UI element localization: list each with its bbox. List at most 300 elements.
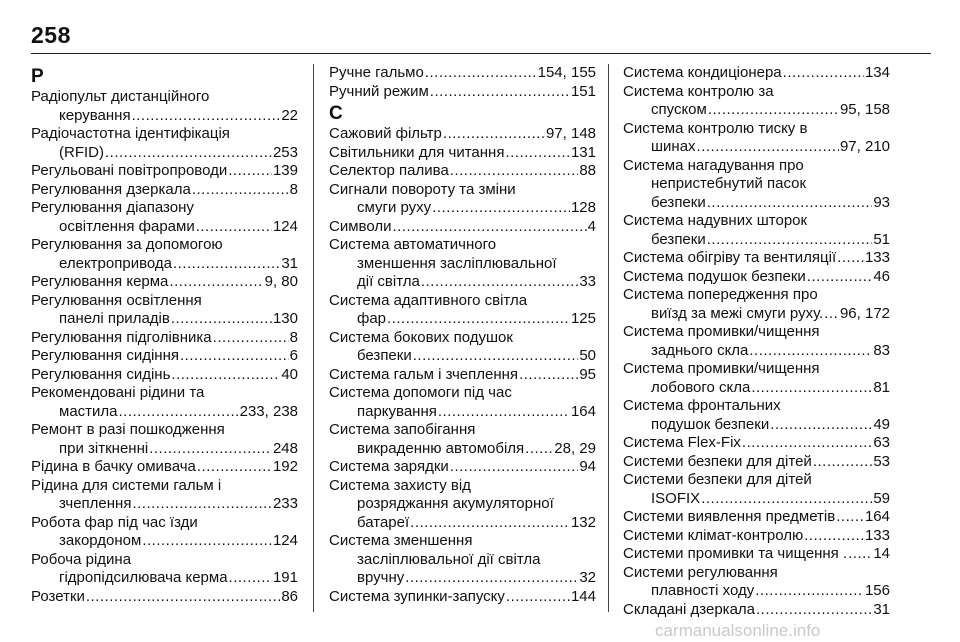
leader-dots <box>421 273 578 292</box>
entry-term: Радіопульт дистанційного <box>31 88 210 105</box>
entry-term: спуском <box>651 101 707 118</box>
index-entry <box>623 212 890 249</box>
index-entry-line <box>623 564 890 583</box>
page-number: 258 <box>31 22 71 48</box>
page-reference: 124 <box>272 532 298 549</box>
leader-dots <box>410 514 570 533</box>
entry-term: Світильники для читання <box>329 143 505 161</box>
entry-term: ISOFIX <box>651 489 701 507</box>
leader-dots <box>438 403 570 422</box>
index-entry <box>623 453 890 472</box>
index-entry-line <box>623 212 890 231</box>
leader-dots <box>86 588 280 607</box>
entry-term: мастила <box>59 402 118 420</box>
index-entry-line <box>329 421 596 440</box>
page-reference: 93 <box>873 193 890 211</box>
page-reference: 133 <box>864 249 890 266</box>
index-entry-line <box>31 569 298 588</box>
leader-dots <box>848 545 872 564</box>
entry-term: непристебнутий пасок <box>651 175 807 192</box>
index-entry <box>329 588 596 607</box>
entry-term: Система Flex-Fix <box>623 434 741 451</box>
index-entry <box>31 347 298 366</box>
page-reference: 156 <box>864 582 890 599</box>
index-entry <box>329 458 596 477</box>
index-entry <box>623 157 890 213</box>
entry-term: Регулювання освітлення <box>31 291 202 309</box>
leader-dots <box>450 162 579 181</box>
page-reference: 63 <box>873 434 890 451</box>
index-entry <box>623 64 890 83</box>
index-entry-line <box>31 125 298 144</box>
index-entry-line <box>329 551 596 570</box>
index-entry <box>31 366 298 385</box>
leader-dots <box>213 329 289 348</box>
index-entry-line <box>31 347 298 366</box>
entry-term: гідропідсилювача керма <box>59 569 228 586</box>
index-entry-line <box>31 218 298 237</box>
index-entry-line <box>329 162 596 181</box>
index-entry <box>329 421 596 458</box>
index-entry-line <box>329 440 596 459</box>
index-entry <box>623 83 890 120</box>
index-entry-line <box>31 236 298 255</box>
index-entry-line <box>329 384 596 403</box>
index-entry-line <box>329 236 596 255</box>
entry-term: безпеки <box>357 347 412 364</box>
leader-dots <box>105 144 272 163</box>
index-entry-line <box>623 582 890 601</box>
entry-term: Система допомоги під час <box>329 384 512 401</box>
leader-dots <box>430 83 570 102</box>
index-entry-line <box>31 162 298 181</box>
entry-term: Ремонт в разі пошкодження <box>31 421 225 438</box>
page-reference: 144 <box>570 587 596 605</box>
index-entry <box>31 88 298 125</box>
entry-term: заднього скла <box>651 341 749 359</box>
index-entry-line <box>31 310 298 329</box>
index-entry <box>31 125 298 162</box>
page-reference: 154, 155 <box>537 64 596 81</box>
index-entry <box>329 477 596 533</box>
column-divider-2 <box>608 64 609 612</box>
leader-dots <box>751 379 872 398</box>
index-entry-line <box>329 588 596 607</box>
entry-term: безпеки <box>651 230 706 248</box>
entry-term: освітлення фарами <box>59 217 195 235</box>
index-entry-line <box>623 286 890 305</box>
entry-term: Регулювання сидінь <box>31 365 171 383</box>
page-reference: 133 <box>864 526 890 544</box>
leader-dots <box>824 305 839 324</box>
entry-term: Розетки <box>31 587 85 605</box>
entry-term: Система надувних шторок <box>623 212 808 229</box>
index-entry-line <box>623 545 890 564</box>
index-entry <box>31 236 298 273</box>
watermark: carmanualsonline.info <box>655 621 821 640</box>
leader-dots <box>173 255 280 274</box>
index-entry-line <box>31 273 298 292</box>
index-entry-line <box>31 495 298 514</box>
index-entry-line <box>31 477 298 496</box>
page-reference: 33 <box>579 273 596 290</box>
index-entry <box>623 268 890 287</box>
index-entry <box>31 181 298 200</box>
index-entry-line <box>623 249 890 268</box>
entry-term: Радіочастотна ідентифікація <box>31 125 230 142</box>
entry-term: панелі приладів <box>59 310 170 327</box>
leader-dots <box>707 194 873 213</box>
leader-dots <box>813 453 873 472</box>
index-entry <box>329 366 596 385</box>
page-reference: 130 <box>272 310 298 327</box>
header-rule <box>31 53 931 54</box>
index-entry <box>329 162 596 181</box>
entry-term: зчеплення <box>59 495 132 512</box>
page-reference: 14 <box>873 545 890 562</box>
leader-dots <box>228 162 272 181</box>
index-entry <box>329 64 596 83</box>
index-entry <box>623 527 890 546</box>
index-entry <box>31 162 298 181</box>
index-entry <box>623 471 890 508</box>
index-entry <box>31 273 298 292</box>
entry-term: (RFID) <box>59 143 104 161</box>
index-entry-line <box>31 181 298 200</box>
page-reference: 192 <box>272 458 298 475</box>
index-entry-line <box>329 569 596 588</box>
index-entry-line <box>623 268 890 287</box>
entry-term: Регулювання підголівника <box>31 328 212 346</box>
entry-term: Робота фар під час їзди <box>31 513 198 531</box>
index-entry-line <box>623 490 890 509</box>
index-entry <box>31 384 298 421</box>
page-reference: 83 <box>873 341 890 359</box>
index-entry-line <box>623 101 890 120</box>
index-entry-line <box>329 292 596 311</box>
leader-dots <box>505 144 570 163</box>
entry-term: батареї <box>357 513 410 531</box>
index-entry-line <box>31 329 298 348</box>
page-reference: 233 <box>272 495 298 512</box>
entry-term: Система зупинки-запуску <box>329 587 505 605</box>
entry-term: Система автоматичного <box>329 236 497 253</box>
index-entry-line <box>623 157 890 176</box>
page-reference: 164 <box>864 508 890 525</box>
index-entry-line <box>329 255 596 274</box>
entry-term: Система зменшення <box>329 532 473 549</box>
page-reference: 233, 238 <box>239 402 298 420</box>
entry-term: Система нагадування про <box>623 156 804 174</box>
entry-term: Сажовий фільтр <box>329 125 442 142</box>
index-entry <box>329 532 596 588</box>
index-entry-line <box>31 514 298 533</box>
index-entry-line <box>623 64 890 83</box>
index-entry-line <box>329 514 596 533</box>
index-entry <box>329 83 596 102</box>
leader-dots <box>132 107 281 126</box>
index-entry-line <box>329 458 596 477</box>
leader-dots <box>425 64 537 83</box>
entry-term: Система фронтальних <box>623 397 781 414</box>
index-entry-line <box>31 458 298 477</box>
entry-term: Системи клімат-контролю <box>623 526 804 544</box>
leader-dots <box>443 125 545 144</box>
entry-term: керування <box>59 106 131 124</box>
entry-term: Робоча рідина <box>31 550 132 568</box>
entry-term: Системи безпеки для дітей <box>623 452 812 470</box>
leader-dots <box>171 310 272 329</box>
leader-dots <box>132 495 272 514</box>
section-letter: С <box>329 103 343 124</box>
entry-term: Ручне гальмо <box>329 64 424 81</box>
index-entry <box>31 292 298 329</box>
index-column-3 <box>623 64 890 619</box>
entry-term: Система кондиціонера <box>623 64 782 81</box>
entry-term: Системи виявлення предметів <box>623 508 836 525</box>
index-entry-line <box>31 88 298 107</box>
leader-dots <box>525 440 553 459</box>
index-entry-line <box>623 453 890 472</box>
entry-term: подушок безпеки <box>651 415 770 433</box>
leader-dots <box>229 569 272 588</box>
index-entry <box>623 286 890 323</box>
index-entry <box>623 601 890 620</box>
index-entry-line <box>329 366 596 385</box>
entry-term: Регулювання сидіння <box>31 347 179 364</box>
page-reference: 9, 80 <box>264 273 298 290</box>
leader-dots <box>697 138 839 157</box>
index-entry <box>31 329 298 348</box>
entry-term: при зіткненні <box>59 439 149 457</box>
leader-dots <box>149 440 272 459</box>
entry-term: електропривода <box>59 254 172 272</box>
index-entry-line <box>623 379 890 398</box>
entry-term: Система гальм і зчеплення <box>329 365 519 383</box>
page-reference: 95, 158 <box>839 101 890 118</box>
entry-term: Рекомендовані рідини та <box>31 384 205 401</box>
page-reference: 132 <box>570 513 596 531</box>
index-entry-line <box>31 403 298 422</box>
leader-dots <box>755 582 864 601</box>
index-entry-line <box>623 120 890 139</box>
entry-term: виїзд за межі смуги руху. <box>651 304 824 322</box>
leader-dots <box>519 366 578 385</box>
index-entry <box>623 508 890 527</box>
entry-term: Система контролю за <box>623 82 774 100</box>
page-reference: 31 <box>873 600 890 618</box>
page-reference: 88 <box>579 162 596 179</box>
index-entry-line <box>31 588 298 607</box>
index-entry-line <box>623 360 890 379</box>
index-entry-line <box>623 527 890 546</box>
page-reference: 128 <box>570 199 596 216</box>
entry-term: вручну <box>357 569 405 586</box>
index-entry-line <box>623 342 890 361</box>
entry-term: плавності ходу <box>651 582 755 599</box>
index-entry-line <box>623 471 890 490</box>
index-entry <box>623 434 890 453</box>
entry-term: Системи регулювання <box>623 563 778 581</box>
page-reference: 96, 172 <box>839 304 890 322</box>
leader-dots <box>142 532 272 551</box>
index-entry <box>329 144 596 163</box>
entry-term: Регулювання за допомогою <box>31 236 223 253</box>
entry-term: Система зарядки <box>329 458 449 475</box>
column-divider-1 <box>313 64 314 612</box>
index-entry-line <box>31 440 298 459</box>
leader-dots <box>701 490 872 509</box>
index-entry-line <box>329 347 596 366</box>
index-entry-line <box>623 416 890 435</box>
index-entry <box>329 329 596 366</box>
leader-dots <box>432 199 570 218</box>
page-reference: 46 <box>873 267 890 285</box>
index-entry-line <box>329 125 596 144</box>
page-reference: 81 <box>873 378 890 396</box>
index-entry-line <box>31 551 298 570</box>
entry-term: лобового скла <box>651 378 751 396</box>
entry-term: Система промивки/чищення <box>623 323 820 340</box>
entry-term: викраденню автомобіля <box>357 439 525 457</box>
entry-term: Рідина в бачку омивача <box>31 458 196 475</box>
index-entry-line <box>329 199 596 218</box>
index-entry-line <box>623 231 890 250</box>
index-entry-line <box>623 601 890 620</box>
index-entry-line <box>329 273 596 292</box>
leader-dots <box>450 458 579 477</box>
leader-dots <box>180 347 289 366</box>
page-reference: 49 <box>873 415 890 433</box>
index-entry <box>31 477 298 514</box>
entry-term: зменшення засліплювальної <box>357 254 557 272</box>
index-entry-line <box>329 477 596 496</box>
entry-term: Система промивки/чищення <box>623 360 820 377</box>
leader-dots <box>196 218 272 237</box>
index-entry-line <box>329 218 596 237</box>
entry-term: закордоном <box>59 532 142 549</box>
index-entry <box>623 360 890 397</box>
entry-term: Селектор палива <box>329 162 449 179</box>
entry-term: Регулювання керма <box>31 273 169 290</box>
index-entry-line <box>623 138 890 157</box>
leader-dots <box>392 218 586 237</box>
leader-dots <box>749 342 872 361</box>
index-entry-line <box>623 434 890 453</box>
entry-term: Система попередження про <box>623 286 818 303</box>
index-entry <box>329 384 596 421</box>
entry-term: Символи <box>329 217 392 235</box>
entry-term: Система бокових подушок <box>329 328 513 346</box>
page-reference: 124 <box>272 217 298 235</box>
entry-term: шинах <box>651 138 696 155</box>
leader-dots <box>192 181 289 200</box>
page-reference: 94 <box>579 458 596 475</box>
page-reference: 8 <box>289 328 298 346</box>
index-entry-line <box>623 83 890 102</box>
index-entry <box>623 120 890 157</box>
index-entry-line <box>329 403 596 422</box>
entry-term: Системи промивки та чищення . <box>623 545 848 562</box>
entry-term: Система подушок безпеки <box>623 267 806 285</box>
index-column-1 <box>31 64 298 606</box>
index-entry-line <box>329 144 596 163</box>
entry-term: смуги руху <box>357 199 432 216</box>
page-reference: 4 <box>587 217 596 235</box>
entry-term: Ручний режим <box>329 82 429 100</box>
index-entry <box>31 458 298 477</box>
page-reference: 151 <box>570 82 596 100</box>
leader-dots <box>770 416 872 435</box>
page-reference: 131 <box>570 143 596 161</box>
page-reference: 248 <box>272 439 298 457</box>
page-reference: 40 <box>281 365 298 383</box>
entry-term: Система обігріву та вентиляції <box>623 249 837 266</box>
index-entry <box>329 218 596 237</box>
entry-term: дії світла <box>357 273 420 290</box>
entry-term: Система контролю тиску в <box>623 119 808 137</box>
page-reference: 86 <box>281 587 298 605</box>
entry-term: Системи безпеки для дітей <box>623 471 812 488</box>
page-reference: 50 <box>579 347 596 364</box>
index-entry-line <box>31 384 298 403</box>
entry-term: Система захисту від <box>329 476 471 494</box>
page-reference: 139 <box>272 162 298 179</box>
page-reference: 253 <box>272 143 298 161</box>
entry-term: Сигнали повороту та зміни <box>329 180 516 198</box>
entry-term: Складані дзеркала <box>623 600 756 618</box>
section-letter: Р <box>31 66 44 87</box>
page-reference: 191 <box>272 569 298 586</box>
index-entry <box>329 292 596 329</box>
page-reference: 32 <box>579 569 596 586</box>
index-entry-line <box>329 329 596 348</box>
index-entry-line <box>623 305 890 324</box>
entry-term: засліплювальної дії світла <box>357 550 541 568</box>
index-entry <box>31 199 298 236</box>
page-reference: 6 <box>289 347 298 364</box>
entry-term: Регульовані повітропроводи <box>31 162 228 179</box>
leader-dots <box>171 366 280 385</box>
index-entry-line <box>31 421 298 440</box>
page-reference: 31 <box>281 254 298 272</box>
index-entry <box>623 397 890 434</box>
page-reference: 97, 148 <box>545 125 596 142</box>
page-reference: 8 <box>289 180 298 198</box>
index-entry <box>623 323 890 360</box>
index-entry-line <box>329 64 596 83</box>
index-entry-line <box>329 495 596 514</box>
leader-dots <box>804 527 864 546</box>
leader-dots <box>783 64 864 83</box>
entry-term: Регулювання дзеркала <box>31 180 191 198</box>
page-reference: 125 <box>570 310 596 327</box>
index-entry-line <box>31 144 298 163</box>
index-entry <box>329 181 596 218</box>
entry-term: Рідина для системи гальм і <box>31 476 222 494</box>
index-entry <box>31 514 298 551</box>
index-entry-line <box>329 532 596 551</box>
leader-dots <box>169 273 263 292</box>
index-entry-line <box>329 181 596 200</box>
index-entry-line <box>329 310 596 329</box>
index-column-2 <box>329 64 596 606</box>
entry-term: Система запобігання <box>329 421 476 438</box>
leader-dots <box>387 310 570 329</box>
page-reference: 97, 210 <box>839 138 890 155</box>
index-entry-line <box>623 397 890 416</box>
leader-dots <box>837 249 864 268</box>
